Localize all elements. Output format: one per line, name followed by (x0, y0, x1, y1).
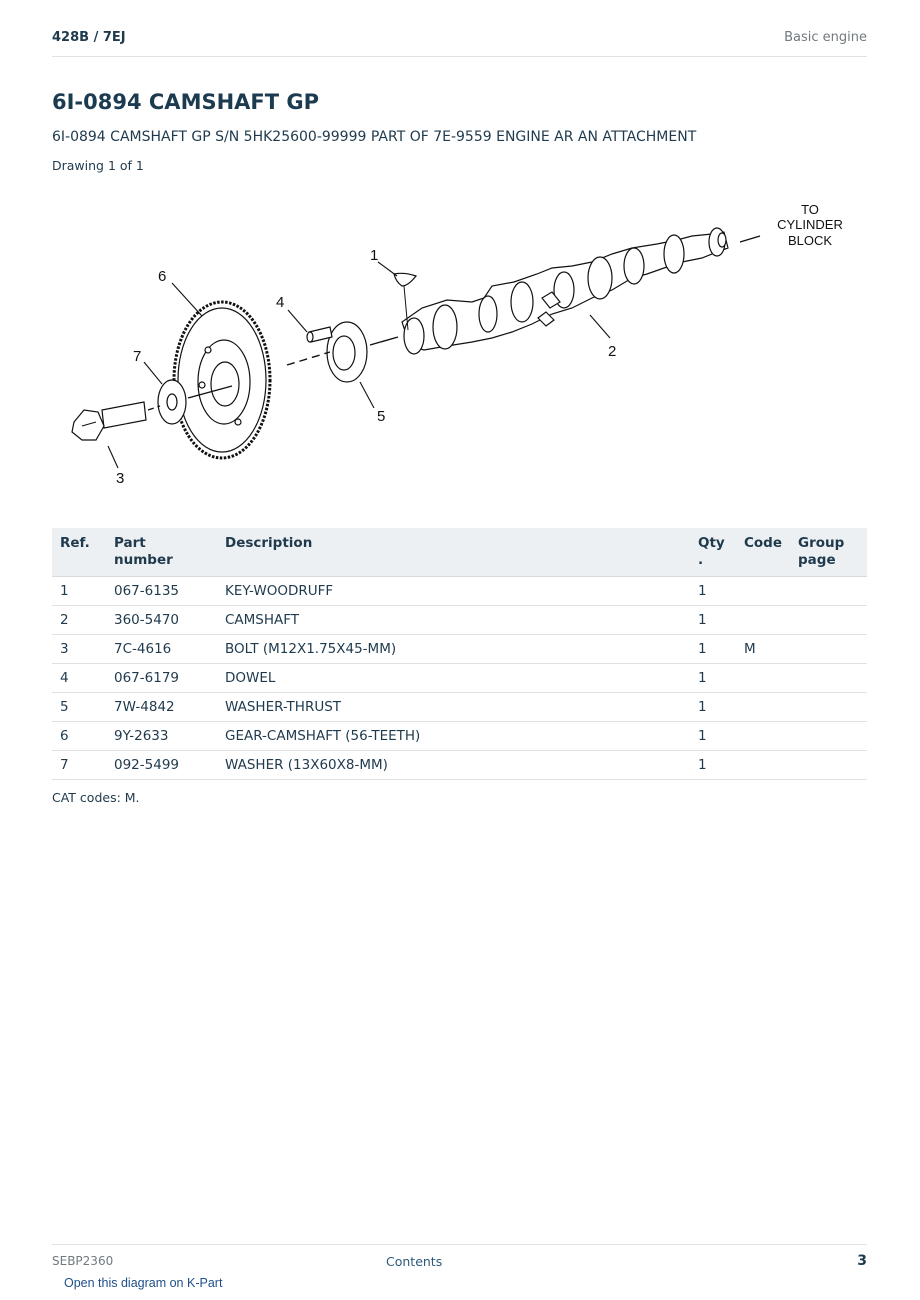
contents-link[interactable]: Contents (386, 1254, 443, 1269)
cell-code: M (736, 635, 790, 664)
cell-group-page (790, 577, 867, 606)
cell-code (736, 751, 790, 780)
cell-part-number: 092-5499 (106, 751, 217, 780)
cell-code (736, 577, 790, 606)
cell-code (736, 693, 790, 722)
cell-part-number: 067-6179 (106, 664, 217, 693)
cell-description: WASHER-THRUST (217, 693, 690, 722)
cell-qty: 1 (690, 606, 736, 635)
header-description: Description (217, 528, 690, 577)
cell-group-page (790, 664, 867, 693)
cell-qty: 1 (690, 693, 736, 722)
parts-table (52, 528, 867, 780)
cell-code (736, 722, 790, 751)
header-group-page: Group page (790, 528, 867, 577)
cell-group-page (790, 751, 867, 780)
cell-qty: 1 (690, 635, 736, 664)
group-description: 6I-0894 CAMSHAFT GP S/N 5HK25600-99999 PART OF 7E-9559 ENGINE AR AN ATTACHMENT (52, 129, 697, 145)
table-header-row (52, 528, 867, 577)
cat-codes-note: CAT codes: M. (52, 790, 140, 805)
cell-qty: 1 (690, 664, 736, 693)
callout-6: 6 (158, 268, 167, 285)
cell-ref: 6 (52, 722, 106, 751)
table-row (52, 693, 867, 722)
cell-code (736, 664, 790, 693)
cell-qty: 1 (690, 722, 736, 751)
header-part-number: Part number (106, 528, 217, 577)
cell-ref: 2 (52, 606, 106, 635)
cell-description: BOLT (M12X1.75X45-MM) (217, 635, 690, 664)
cell-code (736, 606, 790, 635)
page-number: 3 (857, 1253, 867, 1269)
header-ref: Ref. (52, 528, 106, 577)
cell-description: WASHER (13X60X8-MM) (217, 751, 690, 780)
cell-description: KEY-WOODRUFF (217, 577, 690, 606)
note-line-3: BLOCK (787, 233, 833, 248)
key-woodruff-drawing (394, 273, 416, 286)
cell-group-page (790, 693, 867, 722)
callout-1: 1 (370, 247, 379, 264)
page-footer (52, 1244, 867, 1275)
camshaft-drawing (402, 228, 728, 354)
section-label: Basic engine (784, 30, 867, 45)
cell-ref: 1 (52, 577, 106, 606)
exploded-parts-diagram (52, 190, 867, 500)
kpart-diagram-link[interactable]: Open this diagram on K-Part (64, 1276, 223, 1290)
cell-description: CAMSHAFT (217, 606, 690, 635)
cell-qty: 1 (690, 751, 736, 780)
cell-part-number: 067-6135 (106, 577, 217, 606)
cell-part-number: 360-5470 (106, 606, 217, 635)
note-line-1: TO (801, 202, 819, 217)
table-row (52, 664, 867, 693)
cell-qty: 1 (690, 577, 736, 606)
cell-ref: 4 (52, 664, 106, 693)
thrust-washer-drawing (327, 322, 367, 382)
document-number: SEBP2360 (52, 1254, 114, 1268)
page-title: 6I-0894 CAMSHAFT GP (52, 90, 320, 114)
bolt-drawing (72, 402, 146, 440)
table-row (52, 751, 867, 780)
drawing-count: Drawing 1 of 1 (52, 158, 144, 173)
cell-group-page (790, 722, 867, 751)
callout-2: 2 (608, 343, 617, 360)
note-line-2: CYLINDER (777, 217, 843, 232)
callout-3: 3 (116, 470, 125, 487)
cell-part-number: 9Y-2633 (106, 722, 217, 751)
callout-7: 7 (133, 348, 142, 365)
page-header (52, 28, 867, 57)
washer-drawing (158, 380, 186, 424)
cell-part-number: 7C-4616 (106, 635, 217, 664)
table-row (52, 577, 867, 606)
header-qty: Qty . (690, 528, 736, 577)
cell-ref: 3 (52, 635, 106, 664)
cell-description: DOWEL (217, 664, 690, 693)
model-label: 428B / 7EJ (52, 30, 126, 45)
cell-ref: 7 (52, 751, 106, 780)
table-row (52, 722, 867, 751)
cell-group-page (790, 606, 867, 635)
cell-description: GEAR-CAMSHAFT (56-TEETH) (217, 722, 690, 751)
cell-part-number: 7W-4842 (106, 693, 217, 722)
header-code: Code (736, 528, 790, 577)
table-row (52, 635, 867, 664)
table-row (52, 606, 867, 635)
camshaft-gear-drawing (174, 302, 270, 458)
cell-group-page (790, 635, 867, 664)
callout-4: 4 (276, 294, 285, 311)
cell-ref: 5 (52, 693, 106, 722)
callout-5: 5 (377, 408, 386, 425)
